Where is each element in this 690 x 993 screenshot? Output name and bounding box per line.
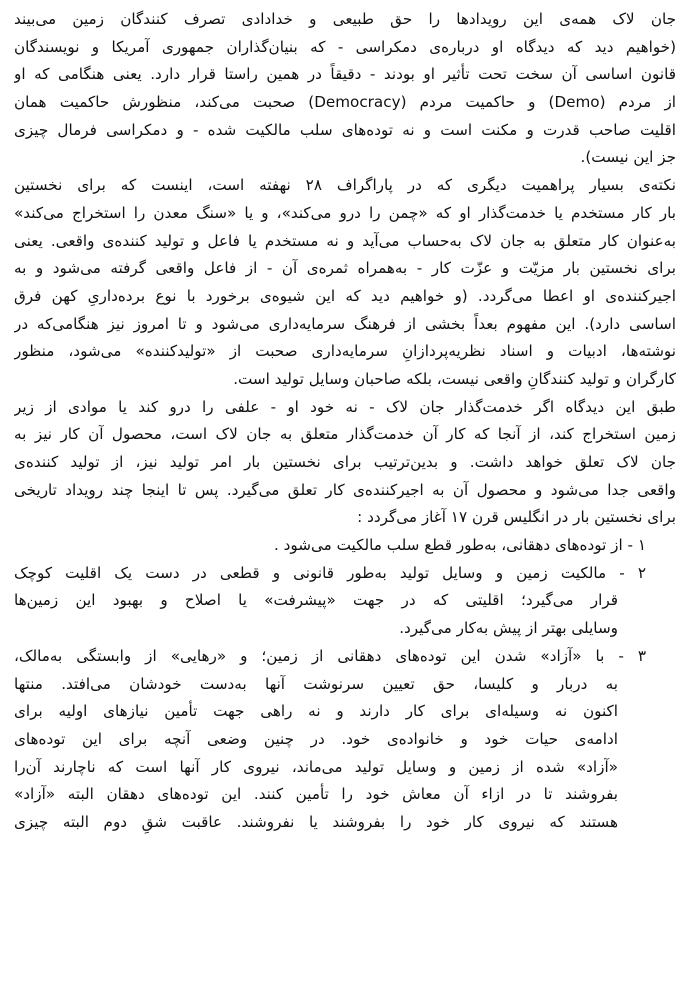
text-line: نوشته‌ها، ادبیات و اسناد نظریه‌پردازانِ سرمایه‌داری صحبت از «تولیدکننده» می‌شود، منظور [14, 342, 676, 361]
text-line: اجیرکننده‌ی او اعطا می‌گردد. (و خواهیم دید که این شیوه‌ی برخورد با نوع برده‌داریِ کهن فرق [14, 286, 676, 305]
text-line: کارگران و تولید کنندگانِ واقعی نیست، بلکه صاحبان وسایل تولید است. [233, 369, 676, 388]
text-line: نکته‌ی بسیار پراهمیت دیگری که در پاراگراف ۲۸ نهفته است، اینست که برای نخستین [14, 176, 676, 195]
list-item-2-cont: قرار می‌گیرد؛ اقلیتی که در جهت «پیشرفت» یا اصلاح و بهبود این زمین‌ها [14, 591, 618, 610]
text-line: واقعی جدا می‌شود و محصول آن به اجیرکننده‌ی کار تعلق می‌گیرد. پس تا اینجا چند رویداد تاریخی [14, 480, 676, 499]
list-item-2-cont: وسایلی بهتر از پیش به‌کار می‌گیرد. [399, 619, 618, 638]
text-line: برای نخستین بار در انگلیس قرن ۱۷ آغاز می‌گردد : [357, 508, 676, 527]
text-line: برای نخستین بار مزیّت و عزّت کار - به‌همراه ثمره‌ی آن - از فاعل واقعی گرفته می‌شود و به [14, 259, 676, 278]
text-line: طبق این دیدگاه اگر خدمت‌گذار جان لاک - نه خود او - علفی را درو کند یا موادی از زیر [14, 397, 676, 416]
text-line: اقلیت صاحب قدرت و مکنت است و نه توده‌های سلب مالکیت شده - و دمکراسی فرمال چیزی [14, 120, 676, 139]
text-line: قانون اساسی آن سخت تحت تأثیر او بودند - دقیقاً در همین راستا قرار دارد. یعنی هنگامی که او [14, 65, 676, 84]
text-line: بار کار مستخدم یا خدمت‌گذار او که «چمن را درو می‌کند»، و یا «سنگ معدن را استخراج می‌کند» [14, 203, 676, 222]
list-item-3: ۳ - با «آزاد» شدن این توده‌های دهقانی از زمین؛ و «رهایی» از وابستگی به‌مالک، [14, 646, 646, 665]
list-item-3-cont: بفروشند تا در ازاء آن معاش خود را تأمین کنند. این توده‌های دهقان البته «آزاد» [14, 785, 618, 804]
list-item-3-cont: به دربار و کلیسا، حق تعیین سرنوشت آنها به‌دست خودشان می‌افتد. منتها [14, 674, 618, 693]
list-item-3-cont: ادامه‌ی حیات خود و خانواده‌ی خود. در چنین وضعی آنچه برای این توده‌های [14, 729, 618, 748]
text-line: (خواهیم دید که دیدگاه او درباره‌ی دمکراسی - که بنیان‌گذاران جمهوری آمریکا و نویسندگان [14, 37, 676, 56]
text-line: جان لاک تعلق خواهد داشت. و بدین‌ترتیب برای نخستین بار امر تولید نیز، از تولید کننده‌ی [14, 453, 676, 471]
text-line: جان لاک همه‌ی این رویدادها را حق طبیعی و خدادادی تصرف کنندگان زمین می‌بیند [14, 10, 676, 28]
list-item-3-cont: هستند که نیروی کار خود را بفروشند یا نفروشند. عاقبت شقِ دوم البته چیزی [14, 812, 618, 831]
list-item-3-cont: اکنون نه وسیله‌ای برای کار دارند و نه راهی جهت تأمین نیازهای اولیه برای [14, 702, 618, 721]
text-line: زمین استخراج کند، از آنجا که کار آن خدمت‌گذار متعلق به جان لاک است، محصول آن کار نیز به [14, 425, 676, 444]
text-line: به‌عنوان کار متعلق به جان لاک به‌حساب می‌آید و نه مستخدم یا فاعل و تولید کننده‌ی واقعی. یعنی [14, 231, 676, 250]
text-line: جز این نیست). [580, 148, 676, 167]
list-item-2: ۲ - مالکیت زمین و وسایل تولید به‌طور قانونی و قطعی در دست یک اقلیت کوچک [14, 563, 646, 582]
text-line: اساسی دارد). این مفهوم بعداً بخشی از فرهنگ سرمایه‌داری می‌شود و تا امروز نیز هنگامی‌که در [14, 314, 676, 333]
text-line: از مردم (Demo) و حاکمیت مردم (Democracy) صحبت می‌کند، منظورش حاکمیت همان [14, 93, 676, 112]
list-item-1: ۱ - از توده‌های دهقانی، به‌طور قطع سلب مالکیت می‌شود . [273, 536, 646, 555]
list-item-3-cont: «آزاد» شده از زمین و وسایل تولید می‌ماند، نیروی کار آنها است که ناچارند آن‌را [14, 757, 618, 776]
